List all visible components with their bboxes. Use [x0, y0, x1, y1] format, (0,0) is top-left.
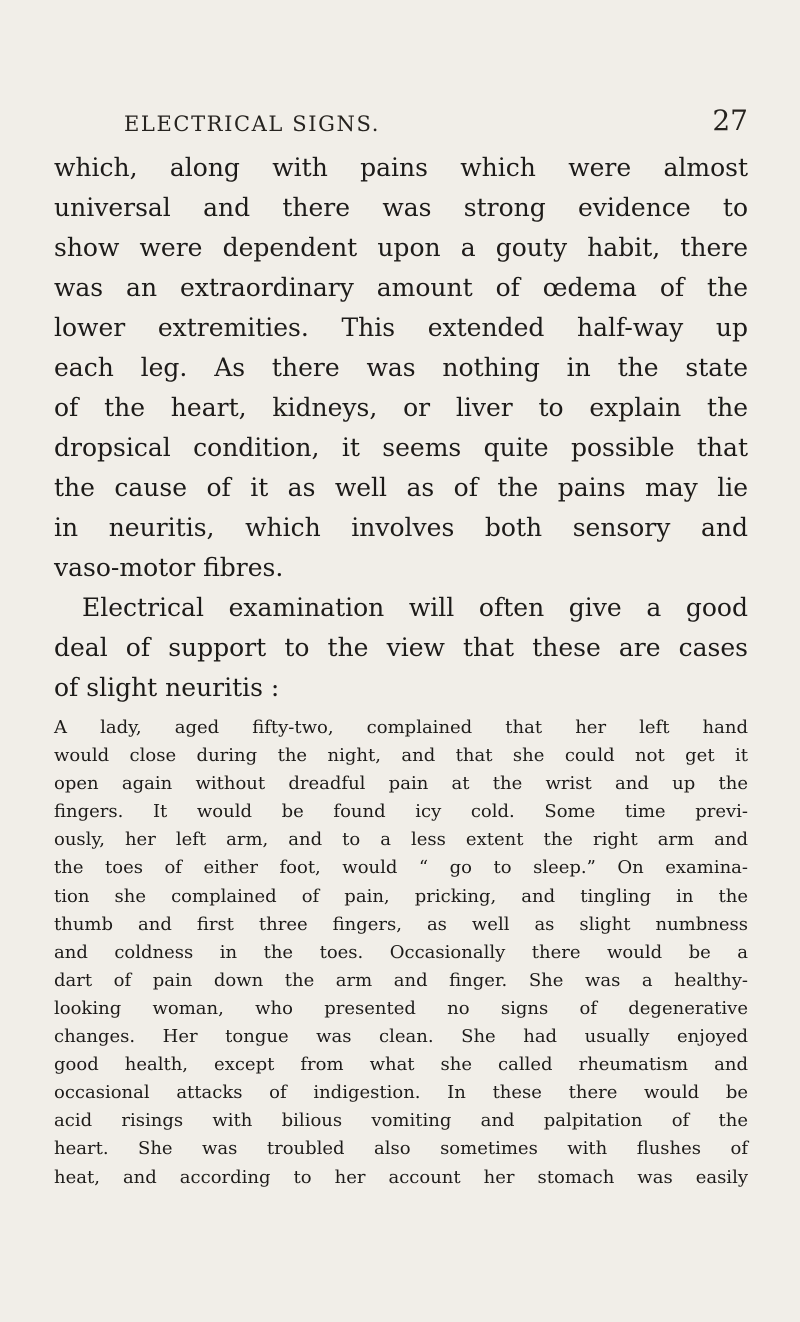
- text-line: universal and there was strong evidence to: [54, 193, 748, 222]
- case-report: [54, 714, 748, 1192]
- case-line: and coldness in the toes. Occasionally there would be a: [54, 941, 748, 963]
- body-text: [54, 148, 748, 1192]
- case-line: fingers. It would be found icy cold. Some time previ-: [54, 801, 748, 823]
- text-line: which, along with pains which were almost: [54, 153, 748, 182]
- page-header: [54, 104, 748, 148]
- text-line: vaso-motor fibres.: [54, 553, 284, 582]
- case-line: occasional attacks of indigestion. In these there would be: [54, 1082, 748, 1104]
- case-line: acid risings with bilious vomiting and palpitation of the: [54, 1110, 748, 1132]
- case-line: ously, her left arm, and to a less extent the right arm and: [54, 829, 748, 851]
- case-line: A lady, aged fifty-two, complained that her left hand: [54, 717, 748, 738]
- text-line: of the heart, kidneys, or liver to explain the: [54, 393, 748, 422]
- case-line: tion she complained of pain, pricking, and tingling in the: [54, 885, 748, 907]
- page-number: 27: [712, 104, 748, 137]
- case-line: the toes of either foot, would “ go to sleep.” On examina-: [54, 857, 748, 879]
- case-line: good health, except from what she called rheumatism and: [54, 1054, 748, 1076]
- text-line: Electrical examination will often give a good: [82, 593, 748, 622]
- running-head: ELECTRICAL SIGNS.: [124, 112, 380, 136]
- case-line: changes. Her tongue was clean. She had usually enjoyed: [54, 1026, 748, 1048]
- text-line: was an extraordinary amount of œdema of the: [54, 273, 748, 302]
- case-line: heart. She was troubled also sometimes with flushes of: [54, 1138, 748, 1160]
- case-line: would close during the night, and that she could not get it: [54, 745, 748, 767]
- case-line: dart of pain down the arm and finger. She was a healthy-: [54, 969, 748, 991]
- case-line: thumb and first three fingers, as well as slight numbness: [54, 913, 748, 935]
- text-line: of slight neuritis :: [54, 673, 280, 702]
- case-line: open again without dreadful pain at the wrist and up the: [54, 773, 748, 795]
- text-line: dropsical condition, it seems quite possible that: [54, 433, 748, 462]
- text-line: show were dependent upon a gouty habit, there: [54, 233, 748, 262]
- text-line: lower extremities. This extended half-way up: [54, 313, 748, 342]
- main-paragraphs: [54, 148, 748, 708]
- text-line: deal of support to the view that these are cases: [54, 633, 748, 662]
- case-line: looking woman, who presented no signs of degenerative: [54, 997, 748, 1019]
- text-line: each leg. As there was nothing in the state: [54, 353, 748, 382]
- text-line: in neuritis, which involves both sensory and: [54, 513, 748, 542]
- case-line: heat, and according to her account her stomach was easily: [54, 1166, 748, 1188]
- text-line: the cause of it as well as of the pains may lie: [54, 473, 748, 502]
